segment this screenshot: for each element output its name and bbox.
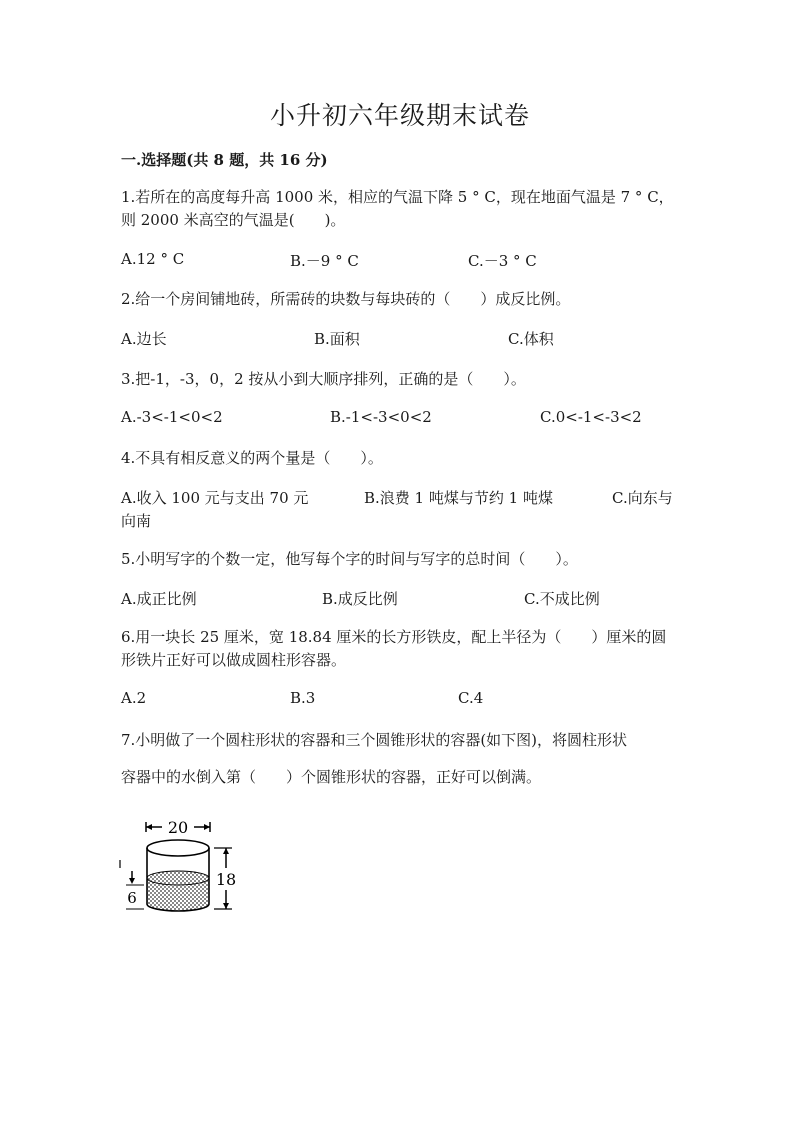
- q5-option-a: A.成正比例: [121, 590, 197, 608]
- q3-option-b: B.-1<-3<0<2: [330, 408, 432, 426]
- q4-option-c-continued: 向南: [121, 512, 152, 530]
- page-title: 小升初六年级期末试卷: [269, 101, 530, 130]
- q4-option-a: A.收入 100 元与支出 70 元: [121, 489, 309, 507]
- figure-height-label: 18: [215, 870, 237, 889]
- q5-option-b: B.成反比例: [322, 590, 398, 608]
- section-heading: 一.选择题(共 8 题，共 16 分): [121, 151, 328, 169]
- question-2: 2.给一个房间铺地砖，所需砖的块数与每块砖的（ ）成反比例。: [121, 290, 571, 308]
- question-1: 1.若所在的高度每升高 1000 米，相应的气温下降 5 ° C，现在地面气温是 7 ° C，则 2000 米高空的气温是( )。: [121, 188, 674, 229]
- question-7-line-2: 容器中的水倒入第（ ）个圆锥形状的容器，正好可以倒满。: [121, 768, 542, 786]
- question-3: 3.把-1，-3，0，2 按从小到大顺序排列，正确的是（ ）。: [121, 370, 526, 388]
- question-5: 5.小明写字的个数一定，他写每个字的时间与写字的总时间（ ）。: [121, 550, 578, 568]
- q3-option-c: C.0<-1<-3<2: [540, 408, 642, 426]
- q1-option-c: C.－3 ° C: [468, 252, 537, 270]
- cylinder-figure: [118, 816, 243, 925]
- question-6: 6.用一块长 25 厘米，宽 18.84 厘米的长方形铁皮，配上半径为（ ）厘米的圆形铁片正好可以做成圆柱形容器。: [121, 628, 667, 669]
- q4-option-c: C.向东与: [612, 489, 673, 507]
- q6-option-a: A.2: [121, 689, 147, 707]
- cylinder-diagram: [118, 816, 243, 921]
- question-4: 4.不具有相反意义的两个量是（ ）。: [121, 449, 383, 467]
- q4-option-b: B.浪费 1 吨煤与节约 1 吨煤: [364, 489, 553, 507]
- q2-option-c: C.体积: [508, 330, 554, 348]
- q3-option-a: A.-3<-1<0<2: [121, 408, 223, 426]
- q1-option-b: B.－9 ° C: [290, 252, 359, 270]
- q2-option-a: A.边长: [121, 330, 167, 348]
- q1-option-a: A.12 ° C: [121, 250, 185, 268]
- question-7-line-1: 7.小明做了一个圆柱形状的容器和三个圆锥形状的容器(如下图)，将圆柱形状: [121, 731, 628, 749]
- q6-option-c: C.4: [458, 689, 484, 707]
- q2-option-b: B.面积: [314, 330, 360, 348]
- q6-option-b: B.3: [290, 689, 316, 707]
- figure-width-label: 20: [167, 818, 189, 837]
- q5-option-c: C.不成比例: [524, 590, 600, 608]
- figure-water-label: 6: [127, 889, 137, 907]
